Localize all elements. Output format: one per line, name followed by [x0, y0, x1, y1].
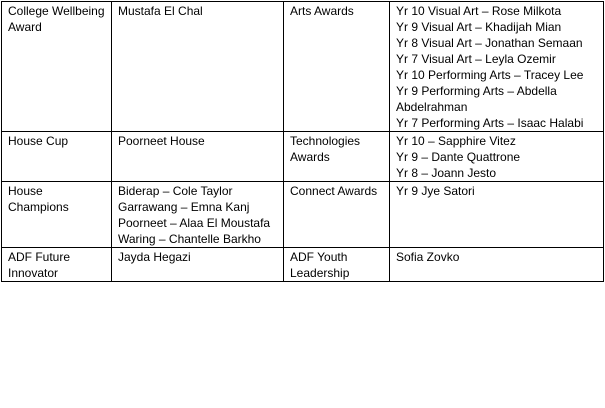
award-name-cell	[2, 182, 112, 248]
award-name: Arts Awards	[290, 4, 354, 18]
award-name: Technologies Awards	[290, 134, 361, 164]
award-name: College Wellbeing Award	[8, 4, 105, 34]
award-name: ADF Future Innovator	[8, 250, 71, 280]
awards-table	[1, 1, 604, 282]
winner-line: Yr 9 Performing Arts – Abdella Abdelrahman	[396, 84, 557, 114]
winner-line: Yr 8 – Joann Jesto	[396, 166, 497, 180]
award-name: Connect Awards	[290, 184, 378, 198]
award-name-cell	[284, 2, 390, 132]
winner-line: Poorneet – Alaa El Moustafa	[118, 216, 271, 230]
award-name-cell	[2, 248, 112, 282]
winner-line: Yr 8 Visual Art – Jonathan Semaan	[396, 36, 583, 50]
award-name: House Champions	[8, 184, 69, 214]
award-name: House Cup	[8, 134, 69, 148]
winner-line: Yr 7 Visual Art – Leyla Ozemir	[396, 52, 556, 66]
winners-cell	[390, 182, 604, 248]
winners-cell	[112, 2, 284, 132]
table-row	[2, 182, 604, 248]
table-row	[2, 132, 604, 182]
winner-line: Yr 9 – Dante Quattrone	[396, 150, 521, 164]
winners-cell	[112, 132, 284, 182]
winners-cell	[112, 182, 284, 248]
winners-cell	[390, 2, 604, 132]
winners-cell	[390, 132, 604, 182]
winner-line: Yr 10 Performing Arts – Tracey Lee	[396, 68, 584, 82]
winner-line: Yr 10 – Sapphire Vitez	[396, 134, 516, 148]
winner-line: Yr 10 Visual Art – Rose Milkota	[396, 4, 562, 18]
winner-line: Waring – Chantelle Barkho	[118, 232, 261, 246]
winners-cell	[390, 248, 604, 282]
award-name-cell	[284, 132, 390, 182]
award-name-cell	[284, 248, 390, 282]
winner-line: Yr 9 Jye Satori	[396, 184, 475, 198]
table-row	[2, 248, 604, 282]
winners-cell	[112, 248, 284, 282]
winner-line: Biderap – Cole Taylor	[118, 184, 233, 198]
award-name-cell	[2, 132, 112, 182]
winner-line: Jayda Hegazi	[118, 250, 191, 264]
winner-line: Sofia Zovko	[396, 250, 460, 264]
winner-line: Yr 9 Visual Art – Khadijah Mian	[396, 20, 562, 34]
winner-line: Poorneet House	[118, 134, 205, 148]
award-name-cell	[284, 182, 390, 248]
award-name: ADF Youth Leadership	[290, 250, 350, 280]
winner-line: Mustafa El Chal	[118, 4, 203, 18]
award-name-cell	[2, 2, 112, 132]
winner-line: Yr 7 Performing Arts – Isaac Halabi	[396, 116, 584, 130]
winner-line: Garrawang – Emna Kanj	[118, 200, 250, 214]
table-row	[2, 2, 604, 132]
